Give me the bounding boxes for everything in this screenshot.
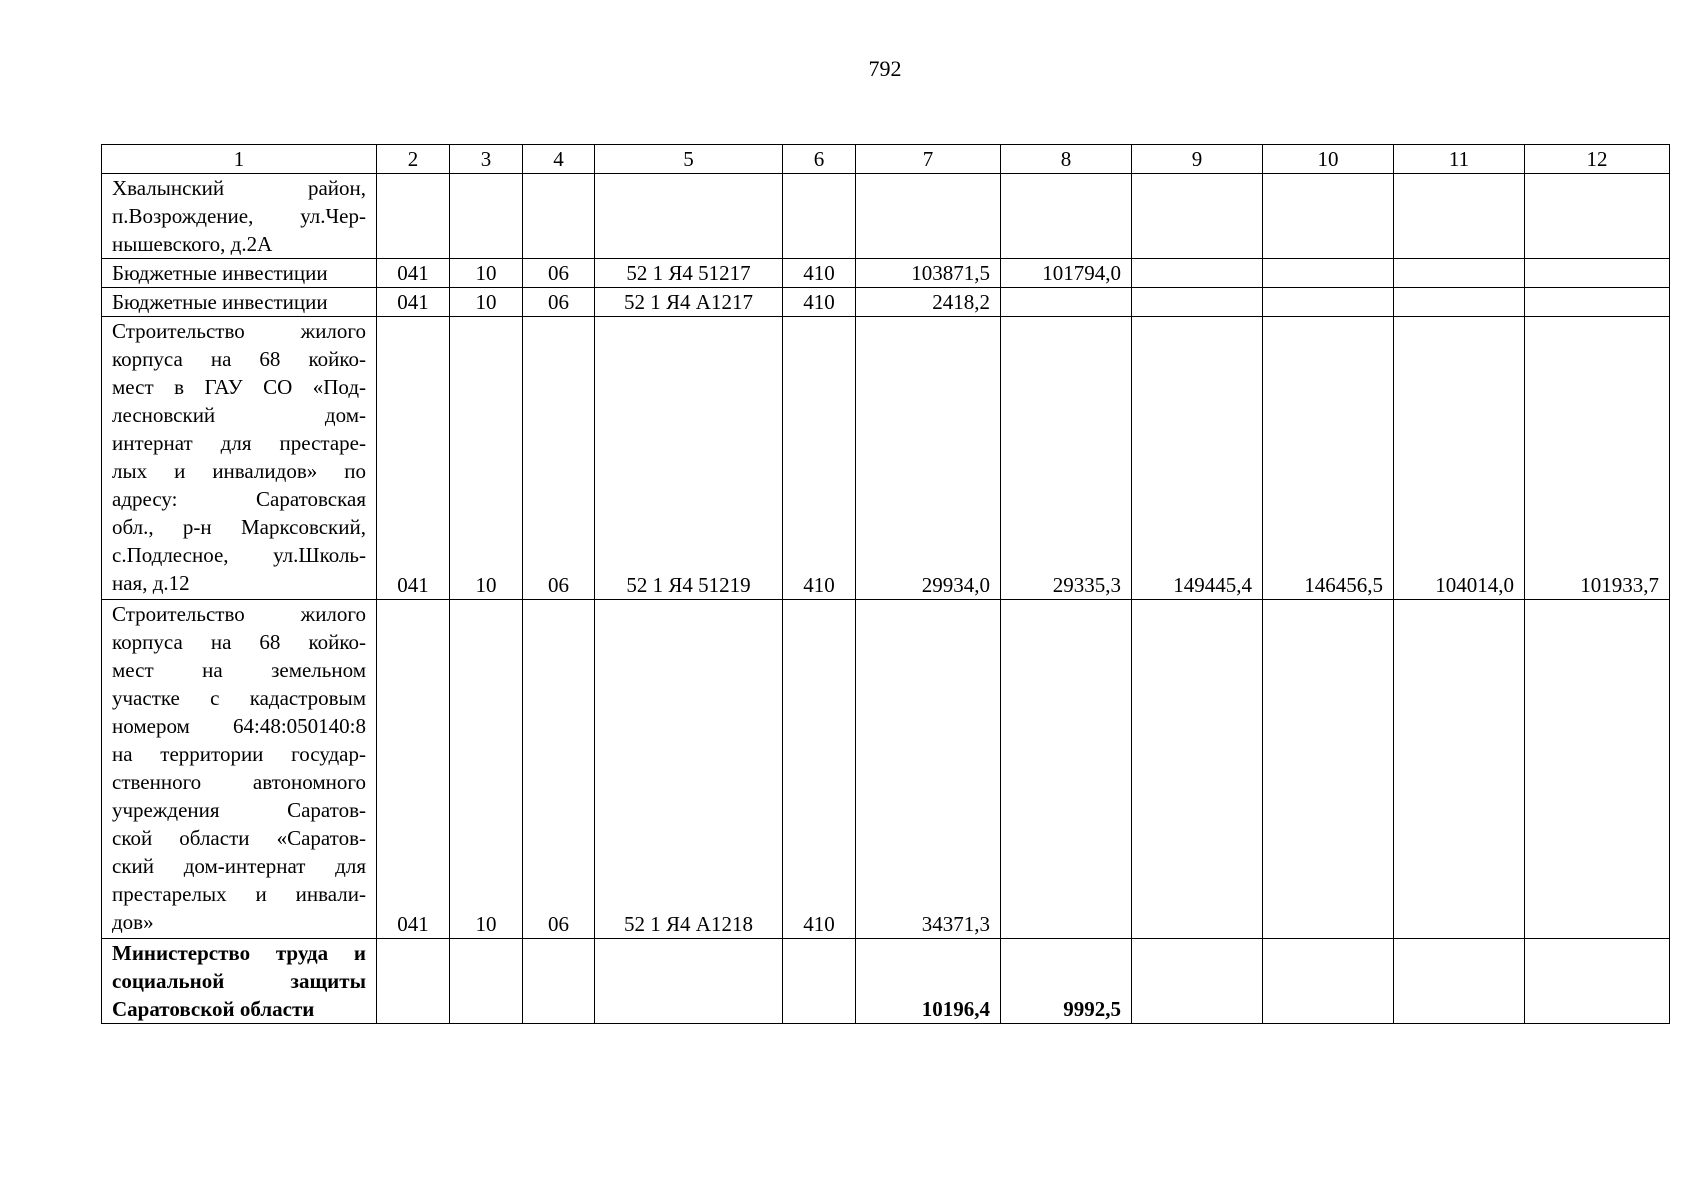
column-header: 10 [1263, 145, 1394, 174]
row-name-line: лых и инвалидов» по [112, 459, 366, 483]
row-name-line: престарелых и инвали- [112, 882, 366, 906]
row-name-line: ский дом-интернат для [112, 854, 366, 878]
table-header-row [102, 145, 1670, 174]
cell-col3: 10 [450, 288, 523, 317]
cell-col8 [1001, 174, 1132, 259]
cell-col5 [595, 939, 783, 1024]
cell-col9 [1132, 174, 1263, 259]
row-name-line: адресу: Саратовская [112, 487, 366, 511]
cell-col2: 041 [377, 600, 450, 939]
cell-col4: 06 [523, 288, 595, 317]
cell-col10 [1263, 939, 1394, 1024]
cell-col11: 104014,0 [1394, 317, 1525, 600]
row-name-line: ная, д.12 [112, 571, 190, 595]
row-name-line: дов» [112, 910, 154, 934]
cell-col6: 410 [783, 600, 856, 939]
cell-col3: 10 [450, 600, 523, 939]
cell-col4 [523, 939, 595, 1024]
cell-col10 [1263, 600, 1394, 939]
row-name-line: нышевского, д.2А [112, 232, 273, 256]
cell-col8: 101794,0 [1001, 259, 1132, 288]
row-name-line: Саратовской области [112, 997, 315, 1021]
cell-col6 [783, 174, 856, 259]
cell-col12: 101933,7 [1525, 317, 1670, 600]
cell-col5: 52 1 Я4 51217 [595, 259, 783, 288]
row-name-cell [102, 259, 377, 288]
cell-col8 [1001, 288, 1132, 317]
cell-col11 [1394, 939, 1525, 1024]
cell-col7: 103871,5 [856, 259, 1001, 288]
cell-col3 [450, 174, 523, 259]
row-name-line: п.Возрождение, ул.Чер- [112, 204, 366, 228]
row-name-line: участке с кадастровым [112, 686, 366, 710]
cell-col5: 52 1 Я4 51219 [595, 317, 783, 600]
column-header: 2 [377, 145, 450, 174]
cell-col2: 041 [377, 317, 450, 600]
cell-col6: 410 [783, 288, 856, 317]
cell-col11 [1394, 288, 1525, 317]
cell-col5: 52 1 Я4 А1218 [595, 600, 783, 939]
row-name-line: корпуса на 68 койко- [112, 630, 366, 654]
row-name-line: обл., р-н Марксовский, [112, 515, 366, 539]
page-number: 792 [868, 56, 902, 81]
cell-col8: 29335,3 [1001, 317, 1132, 600]
row-name-line: интернат для престаре- [112, 431, 366, 455]
column-header: 4 [523, 145, 595, 174]
cell-col5 [595, 174, 783, 259]
table-row-summary [102, 939, 1670, 1024]
cell-col10: 146456,5 [1263, 317, 1394, 600]
row-name-line: Строительство жилого [112, 602, 366, 626]
row-name-line: ской области «Саратов- [112, 826, 366, 850]
column-header: 5 [595, 145, 783, 174]
column-header: 1 [102, 145, 377, 174]
cell-col7 [856, 174, 1001, 259]
row-name-cell [102, 939, 377, 1024]
row-name-line: Хвалынский район, [112, 176, 366, 200]
row-name-line: ственного автономного [112, 770, 366, 794]
cell-col11 [1394, 600, 1525, 939]
row-name-line: учреждения Саратов- [112, 798, 366, 822]
cell-col7: 10196,4 [856, 939, 1001, 1024]
column-header: 7 [856, 145, 1001, 174]
table-row [102, 174, 1670, 259]
cell-col10 [1263, 259, 1394, 288]
cell-col2: 041 [377, 288, 450, 317]
row-name-line: социальной защиты [112, 969, 366, 993]
column-header: 6 [783, 145, 856, 174]
cell-col2 [377, 939, 450, 1024]
cell-col6 [783, 939, 856, 1024]
cell-col4: 06 [523, 317, 595, 600]
cell-col12 [1525, 259, 1670, 288]
cell-col12 [1525, 600, 1670, 939]
row-name-line: мест в ГАУ СО «Под- [112, 375, 366, 399]
cell-col10 [1263, 288, 1394, 317]
budget-table [101, 144, 1670, 1024]
column-header: 9 [1132, 145, 1263, 174]
cell-col7: 34371,3 [856, 600, 1001, 939]
cell-col6: 410 [783, 317, 856, 600]
cell-col5: 52 1 Я4 А1217 [595, 288, 783, 317]
cell-col4: 06 [523, 259, 595, 288]
row-name-line: Бюджетные инвестиции [112, 290, 328, 314]
cell-col9 [1132, 939, 1263, 1024]
table-row [102, 600, 1670, 939]
cell-col2: 041 [377, 259, 450, 288]
row-name-cell [102, 317, 377, 600]
cell-col11 [1394, 174, 1525, 259]
cell-col8 [1001, 600, 1132, 939]
cell-col9 [1132, 600, 1263, 939]
cell-col4 [523, 174, 595, 259]
cell-col8: 9992,5 [1001, 939, 1132, 1024]
column-header: 8 [1001, 145, 1132, 174]
cell-col3: 10 [450, 259, 523, 288]
table-row [102, 317, 1670, 600]
cell-col6: 410 [783, 259, 856, 288]
cell-col7: 2418,2 [856, 288, 1001, 317]
cell-col10 [1263, 174, 1394, 259]
row-name-line: Бюджетные инвестиции [112, 261, 328, 285]
cell-col12 [1525, 288, 1670, 317]
row-name-line: номером 64:48:050140:8 [112, 714, 366, 738]
cell-col9 [1132, 288, 1263, 317]
cell-col2 [377, 174, 450, 259]
column-header: 11 [1394, 145, 1525, 174]
cell-col9: 149445,4 [1132, 317, 1263, 600]
row-name-line: на территории государ- [112, 742, 366, 766]
cell-col11 [1394, 259, 1525, 288]
row-name-line: лесновский дом- [112, 403, 366, 427]
cell-col3: 10 [450, 317, 523, 600]
row-name-line: с.Подлесное, ул.Школь- [112, 543, 366, 567]
cell-col3 [450, 939, 523, 1024]
row-name-line: Министерство труда и [112, 941, 366, 965]
cell-col9 [1132, 259, 1263, 288]
cell-col12 [1525, 174, 1670, 259]
row-name-line: корпуса на 68 койко- [112, 347, 366, 371]
table-row [102, 259, 1670, 288]
row-name-line: мест на земельном [112, 658, 366, 682]
column-header: 3 [450, 145, 523, 174]
row-name-cell [102, 174, 377, 259]
row-name-cell [102, 600, 377, 939]
cell-col7: 29934,0 [856, 317, 1001, 600]
column-header: 12 [1525, 145, 1670, 174]
table-row [102, 288, 1670, 317]
cell-col4: 06 [523, 600, 595, 939]
row-name-cell [102, 288, 377, 317]
row-name-line: Строительство жилого [112, 319, 366, 343]
cell-col12 [1525, 939, 1670, 1024]
